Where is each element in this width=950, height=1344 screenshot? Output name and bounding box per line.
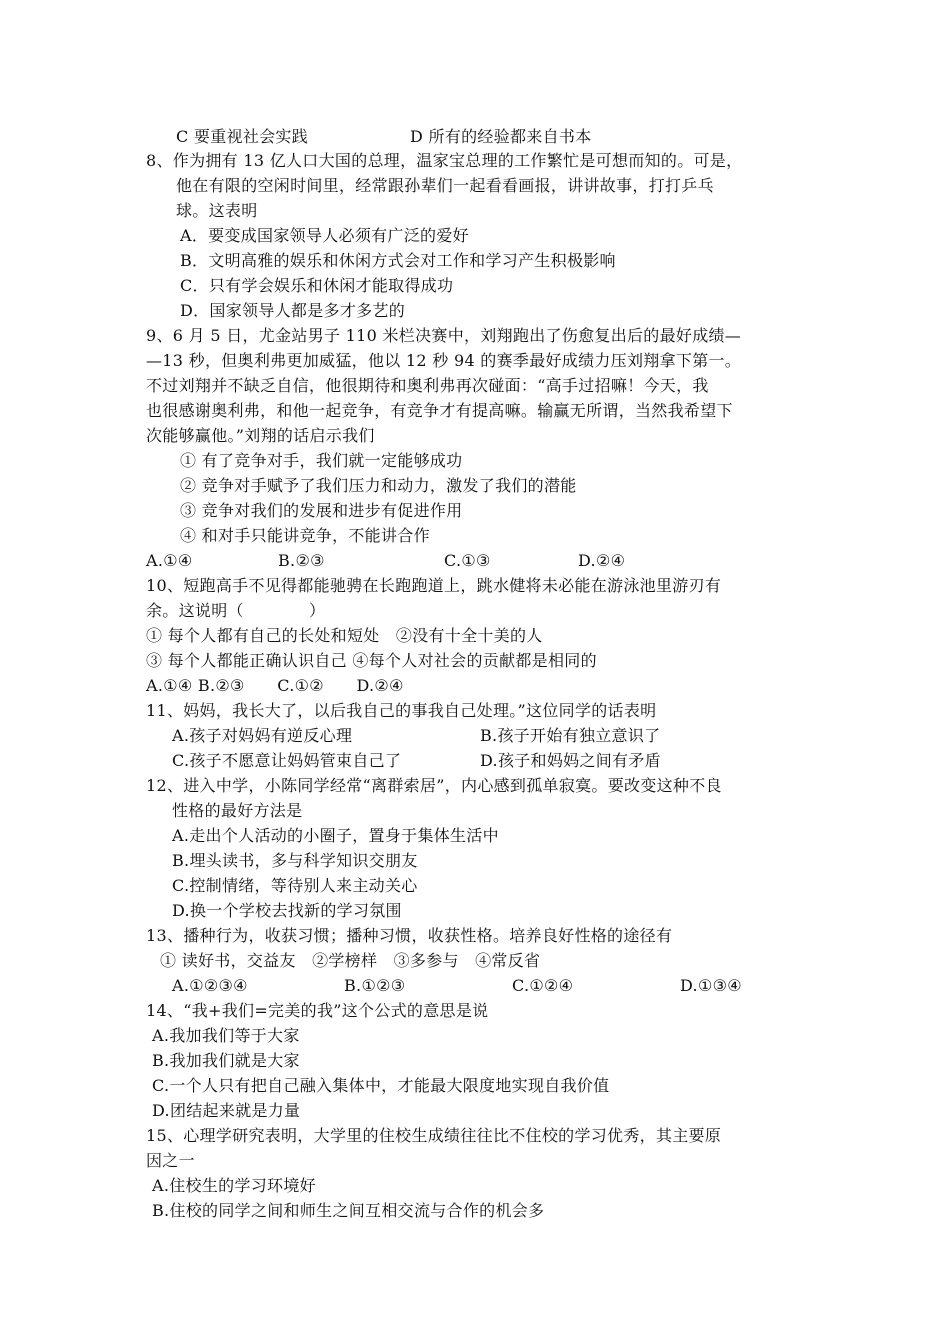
q12-option-d: D.换一个学校去找新的学习氛围	[172, 901, 402, 920]
q12-option-c: C.控制情绪，等待别人来主动关心	[172, 876, 418, 895]
q9-item-4: ④ 和对手只能讲竞争，不能讲合作	[180, 526, 430, 545]
q13-option-a: A.①②③④	[172, 976, 248, 995]
q13-option-d: D.①③④	[680, 976, 742, 995]
q12-stem-line-2: 性格的最好方法是	[172, 801, 303, 820]
q11-option-a: A.孩子对妈妈有逆反心理	[172, 726, 353, 745]
q15-stem-line-1: 15、心理学研究表明，大学里的住校生成绩往往比不住校的学习优秀，其主要原	[146, 1126, 722, 1145]
q11-stem: 11、妈妈，我长大了，以后我自己的事我自己处理。”这位同学的话表明	[146, 701, 657, 720]
q12-option-a: A.走出个人活动的小圈子，置身于集体生活中	[172, 826, 499, 845]
q8-stem-line-3: 球。这表明	[176, 201, 258, 220]
q14-option-c: C.一个人只有把自己融入集体中，才能最大限度地实现自我价值	[152, 1076, 610, 1095]
q8-option-a: A．要变成国家领导人必须有广泛的爱好	[180, 226, 469, 245]
q8-stem-line-1: 8、作为拥有 13 亿人口大国的总理，温家宝总理的工作繁忙是可想而知的。可是，	[146, 151, 743, 170]
q10-options: A.①④ B.②③ C.①② D.②④	[146, 676, 404, 695]
q15-option-a: A.住校生的学习环境好	[152, 1176, 316, 1195]
q8-option-b: B．文明高雅的娱乐和休闲方式会对工作和学习产生积极影响	[180, 251, 616, 270]
q9-option-c: C.①③	[444, 551, 491, 570]
q10-stem-line-2: 余。这说明（ ）	[146, 601, 326, 620]
q9-item-1: ① 有了竞争对手，我们就一定能够成功	[180, 451, 463, 470]
q10-items-1-2: ① 每个人都有自己的长处和短处 ②没有十全十美的人	[146, 626, 543, 645]
q15-option-b: B.住校的同学之间和师生之间互相交流与合作的机会多	[152, 1201, 545, 1220]
q14-option-a: A.我加我们等于大家	[152, 1026, 300, 1045]
q8-option-d: D．国家领导人都是多才多艺的	[180, 301, 406, 320]
q14-option-b: B.我加我们就是大家	[152, 1051, 300, 1070]
q13-option-b: B.①②③	[344, 976, 406, 995]
q9-option-a: A.①④	[146, 551, 193, 570]
q12-option-b: B.埋头读书，多与科学知识交朋友	[172, 851, 418, 870]
q11-option-c: C.孩子不愿意让妈妈管束自己了	[172, 751, 402, 770]
q9-option-d: D.②④	[578, 551, 626, 570]
q7-option-c: C 要重视社会实践	[176, 127, 309, 146]
q9-item-3: ③ 竞争对我们的发展和进步有促进作用	[180, 501, 463, 520]
q8-stem-line-2: 他在有限的空闲时间里，经常跟孙辈们一起看看画报，讲讲故事，打打乒乓	[176, 176, 714, 195]
q14-option-d: D.团结起来就是力量	[152, 1101, 301, 1120]
q9-stem-line-1: 9、6 月 5 日，尤金站男子 110 米栏决赛中，刘翔跑出了伤愈复出后的最好成绩—	[146, 326, 742, 345]
q9-stem-line-5: 次能够赢他。”刘翔的话启示我们	[146, 426, 375, 445]
q9-item-2: ② 竞争对手赋予了我们压力和动力，激发了我们的潜能	[180, 476, 577, 495]
q12-stem-line-1: 12、进入中学，小陈同学经常“离群索居”，内心感到孤单寂寞。要改变这种不良	[146, 776, 722, 795]
q11-option-b: B.孩子开始有独立意识了	[480, 726, 661, 745]
q7-option-d: D 所有的经验都来自书本	[410, 127, 592, 146]
q15-stem-line-2: 因之一	[146, 1151, 195, 1170]
q13-option-c: C.①②④	[512, 976, 574, 995]
q9-stem-line-2: —13 秒，但奥利弗更加威猛，他以 12 秒 94 的赛季最好成绩力压刘翔拿下第一。	[146, 351, 742, 370]
q14-stem: 14、“我+我们=完美的我”这个公式的意思是说	[146, 1001, 489, 1020]
q8-option-c: C．只有学会娱乐和休闲才能取得成功	[180, 276, 454, 295]
q9-stem-line-4: 也很感谢奥利弗，和他一起竞争，有竞争才有提高嘛。输赢无所谓，当然我希望下	[146, 401, 733, 420]
q9-stem-line-3: 不过刘翔并不缺乏自信，他很期待和奥利弗再次碰面：“高手过招嘛！今天，我	[146, 376, 709, 395]
q13-items: ① 读好书，交益友 ②学榜样 ③多参与 ④常反省	[160, 951, 541, 970]
q11-option-d: D.孩子和妈妈之间有矛盾	[480, 751, 661, 770]
q10-stem-line-1: 10、短跑高手不见得都能驰骋在长跑跑道上，跳水健将未必能在游泳池里游刃有	[146, 576, 722, 595]
q13-stem: 13、播种行为，收获习惯；播种习惯，收获性格。培养良好性格的途径有	[146, 926, 673, 945]
q10-items-3-4: ③ 每个人都能正确认识自己 ④每个人对社会的贡献都是相同的	[146, 651, 597, 670]
q9-option-b: B.②③	[278, 551, 325, 570]
